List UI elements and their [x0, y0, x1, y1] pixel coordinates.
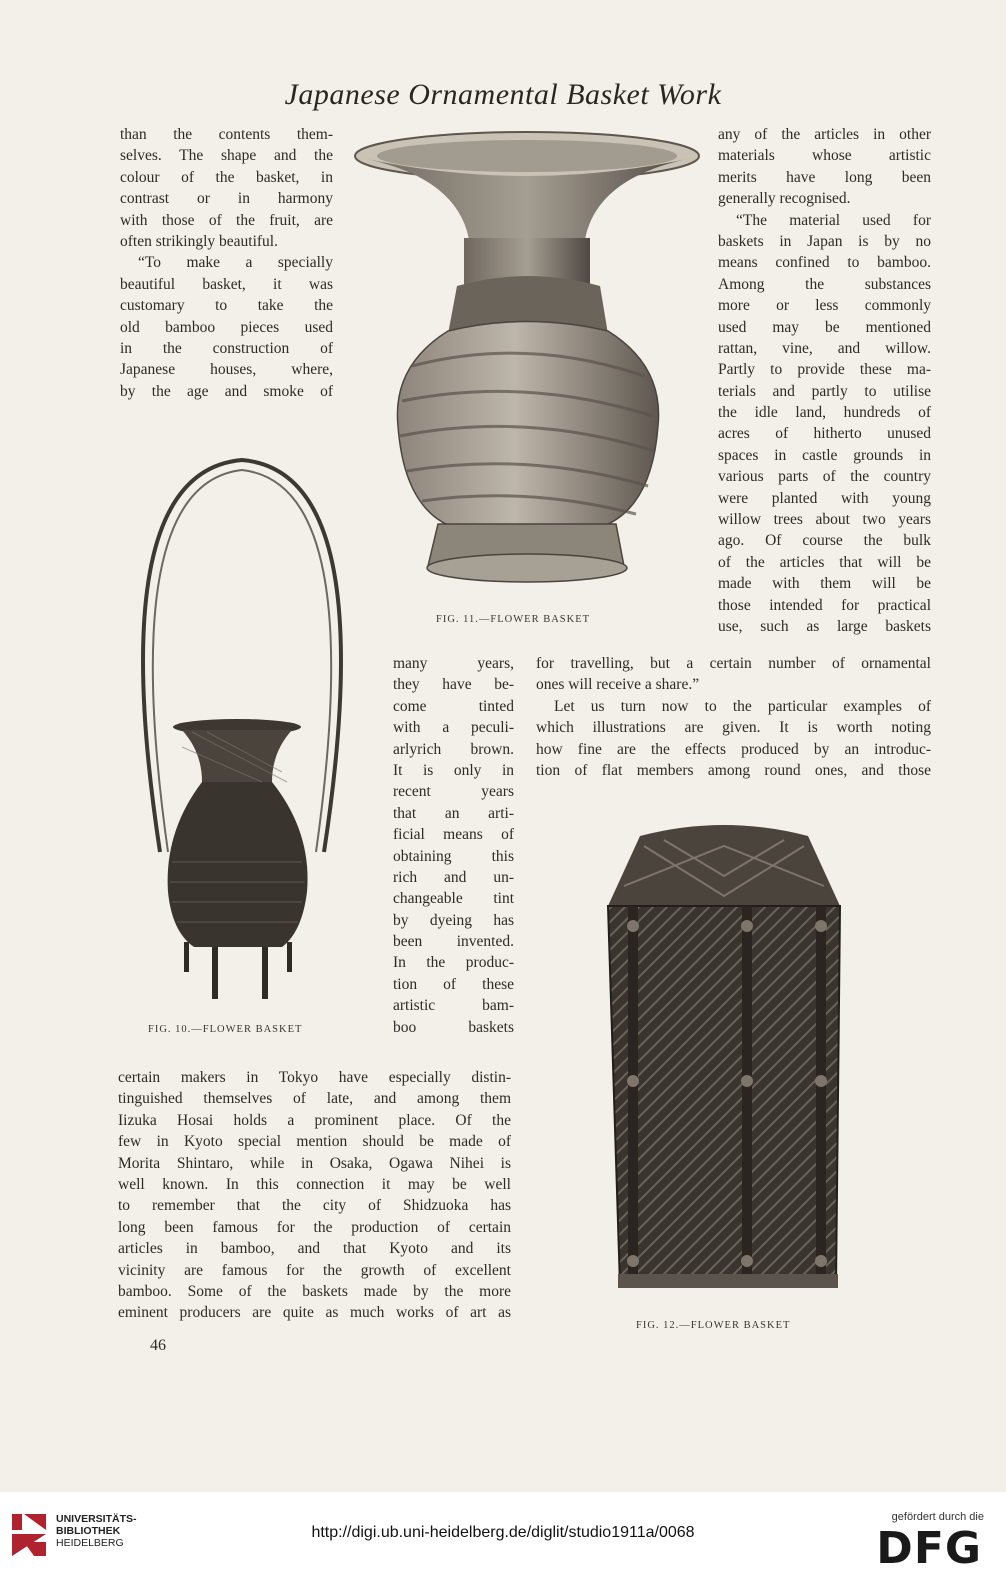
text-line: which illustrations are given. It is worth noting	[536, 719, 931, 737]
text-line: means confined to bamboo.	[718, 254, 931, 272]
text-line: recent years	[393, 783, 514, 801]
text-line: It is only in	[393, 761, 514, 779]
text-line: been invented.	[393, 933, 514, 951]
text-line: colour of the basket, in	[120, 168, 333, 186]
text-line: of the articles that will be	[718, 553, 931, 571]
text-line: than the contents them-	[120, 126, 333, 143]
text-line: In the produc-	[393, 954, 514, 972]
text-line: for travelling, but a certain number of ornamental	[536, 655, 931, 672]
text-line: Among the substances	[718, 275, 931, 293]
text-line: bamboo. Some of the baskets made by the more	[118, 1282, 511, 1300]
text-line: Iizuka Hosai holds a prominent place. Of the	[118, 1111, 511, 1129]
text-line: Let us turn now to the particular examples of	[554, 697, 931, 715]
text-line: old bamboo pieces used	[120, 318, 333, 336]
text-line: certain makers in Tokyo have especially distin-	[118, 1069, 511, 1086]
text-column-left-top	[120, 124, 333, 402]
text-line: that an arti-	[393, 804, 514, 822]
text-line: tinguished themselves of late, and among them	[118, 1090, 511, 1108]
text-line: tion of these	[393, 975, 514, 993]
text-line: use, such as large baskets	[718, 617, 931, 635]
text-line: acres of hitherto unused	[718, 425, 931, 443]
text-line: artistic bam-	[393, 997, 514, 1015]
text-line: few in Kyoto special mention should be made of	[118, 1133, 511, 1151]
fig11-basket-image	[352, 126, 702, 596]
text-line: willow trees about two years	[718, 511, 931, 529]
text-line: any of the articles in other	[718, 126, 931, 143]
text-line: various parts of the country	[718, 468, 931, 486]
text-line: baskets in Japan is by no	[718, 232, 931, 250]
dfg-logo: DFG	[876, 1523, 982, 1574]
text-line: changeable tint	[393, 890, 514, 908]
text-line: vicinity are famous for the growth of excellent	[118, 1261, 511, 1279]
text-line: selves. The shape and the	[120, 147, 333, 165]
text-line: contrast or in harmony	[120, 190, 333, 208]
text-line: customary to take the	[120, 297, 333, 315]
text-line: with a peculi-	[393, 719, 514, 737]
text-line: tion of flat members among round ones, and those	[536, 761, 931, 779]
library-line: BIBLIOTHEK	[56, 1525, 121, 1537]
text-line: more or less commonly	[718, 297, 931, 315]
text-line: they have be-	[393, 676, 514, 694]
text-column-bottom	[118, 1067, 511, 1324]
text-line: materials whose artistic	[718, 147, 931, 165]
text-column-right-top	[718, 124, 931, 637]
text-line: ones will receive a share.”	[536, 676, 700, 694]
text-line: come tinted	[393, 697, 514, 715]
text-line: long been famous for the production of certain	[118, 1218, 511, 1236]
fig10-basket-image	[112, 452, 372, 1012]
text-line: articles in bamboo, and that Kyoto and its	[118, 1240, 511, 1258]
page-title: Japanese Ornamental Basket Work	[284, 78, 722, 111]
text-line: rich and un-	[393, 868, 514, 886]
text-line: merits have long been	[718, 168, 931, 186]
text-line: by dyeing has	[393, 911, 514, 929]
text-column-right-mid	[536, 653, 931, 781]
text-line: to remember that the city of Shidzuoka has	[118, 1197, 511, 1215]
text-line: generally recognised.	[718, 190, 851, 208]
text-line: Morita Shintaro, while in Osaka, Ogawa Nihei is	[118, 1154, 511, 1172]
text-line: spaces in castle grounds in	[718, 446, 931, 464]
text-line: often strikingly beautiful.	[120, 232, 278, 250]
text-line: rattan, vine, and willow.	[718, 339, 931, 357]
text-line: how fine are the effects produced by an introduc-	[536, 740, 931, 758]
text-line: arlyrich brown.	[393, 740, 514, 758]
text-line: many years,	[393, 655, 514, 672]
permalink-url[interactable]: http://digi.ub.uni-heidelberg.de/diglit/studio1911a/0068	[311, 1524, 695, 1541]
text-line: used may be mentioned	[718, 318, 931, 336]
text-line: were planted with young	[718, 489, 931, 507]
text-line: by the age and smoke of	[120, 382, 333, 400]
library-line: UNIVERSITÄTS-	[56, 1513, 137, 1525]
text-line: beautiful basket, it was	[120, 275, 333, 293]
page-number: 46	[150, 1337, 166, 1354]
text-line: “The material used for	[736, 211, 931, 229]
text-line: well known. In this connection it may be well	[118, 1175, 511, 1193]
text-column-middle	[393, 653, 514, 1038]
fig12-caption: FIG. 12.—FLOWER BASKET	[636, 1320, 791, 1331]
text-line: made with them will be	[718, 575, 931, 593]
text-line: terials and partly to utilise	[718, 382, 931, 400]
fig10-caption: FIG. 10.—FLOWER BASKET	[148, 1024, 303, 1035]
text-line: Partly to provide these ma-	[718, 361, 931, 379]
text-line: in the construction of	[120, 339, 333, 357]
text-line: ficial means of	[393, 826, 514, 844]
text-line: with those of the fruit, are	[120, 211, 333, 229]
funding-label: gefördert durch die	[891, 1511, 984, 1523]
text-line: boo baskets	[393, 1018, 514, 1036]
fig11-caption: FIG. 11.—FLOWER BASKET	[436, 614, 591, 625]
library-line: HEIDELBERG	[56, 1537, 124, 1549]
text-line: those intended for practical	[718, 596, 931, 614]
text-line: eminent producers are quite as much works of art as	[118, 1304, 511, 1322]
text-line: ago. Of course the bulk	[718, 532, 931, 550]
text-line: the idle land, hundreds of	[718, 404, 931, 422]
fig12-basket-image	[604, 816, 844, 1312]
text-line: Japanese houses, where,	[120, 361, 333, 379]
text-line: “To make a specially	[138, 254, 333, 272]
text-line: obtaining this	[393, 847, 514, 865]
